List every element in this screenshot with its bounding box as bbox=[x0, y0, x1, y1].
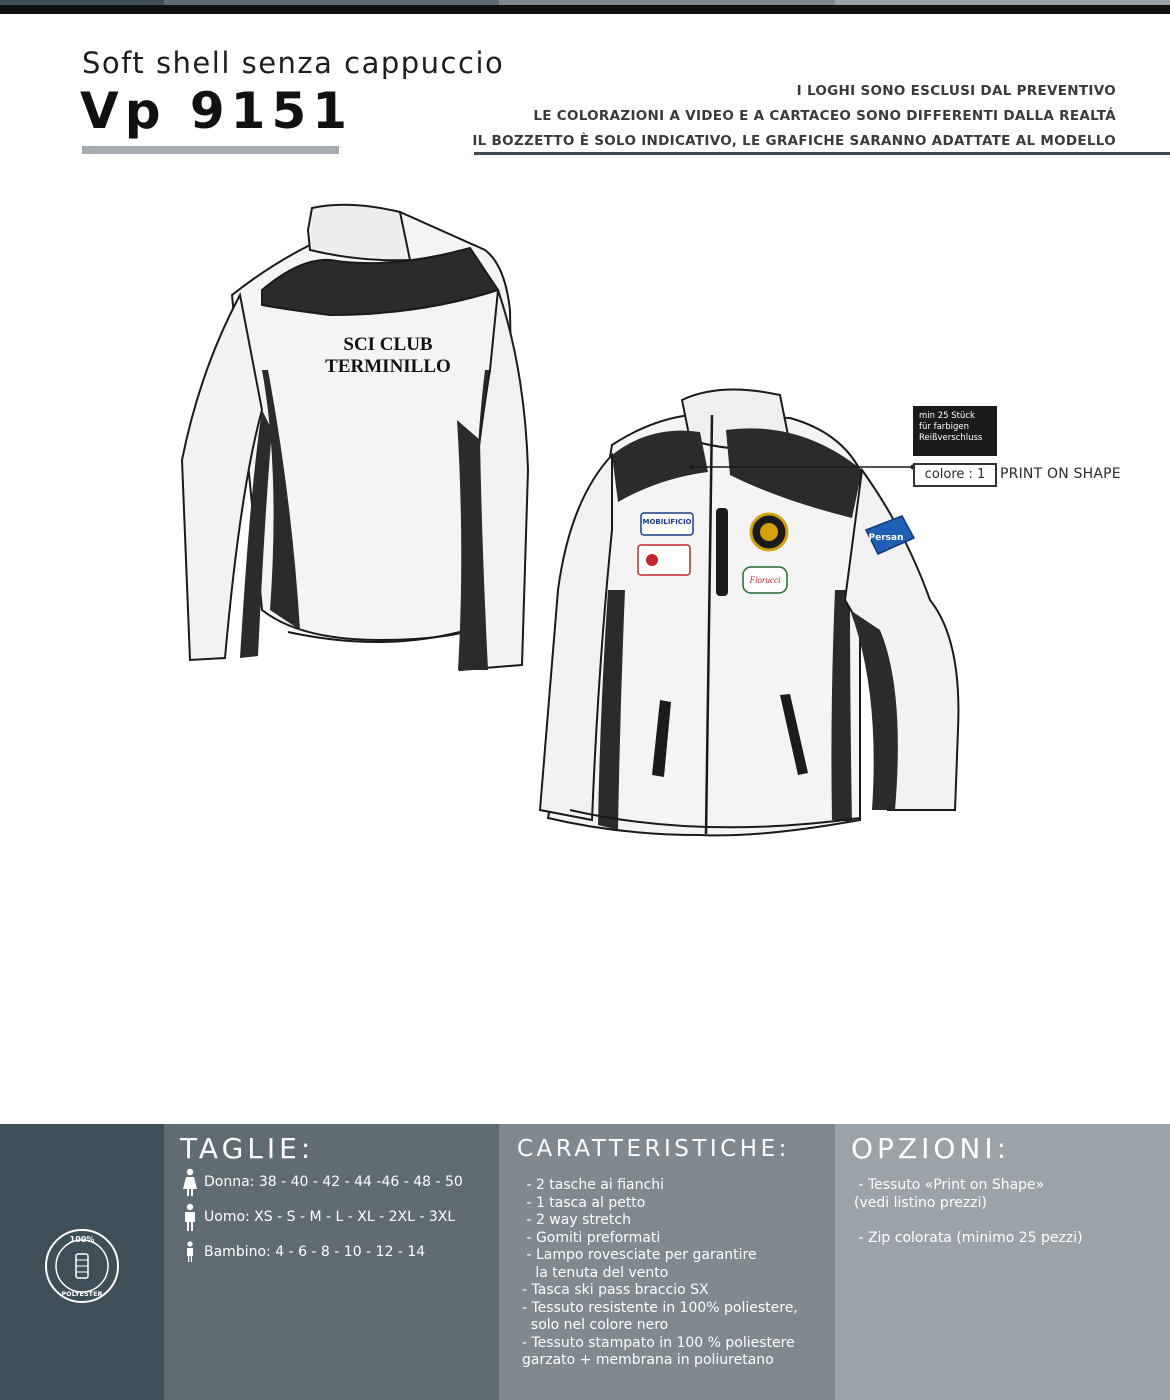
list-item: - Tessuto «Print on Shape» bbox=[854, 1177, 1045, 1193]
size-bambino-text: Bambino: 4 - 6 - 8 - 10 - 12 - 14 bbox=[204, 1244, 426, 1260]
size-uomo-text: Uomo: XS - S - M - L - XL - 2XL - 3XL bbox=[204, 1209, 456, 1225]
size-row-donna bbox=[180, 1167, 463, 1197]
list-item: la tenuta del vento bbox=[522, 1264, 669, 1281]
list-item: - 1 tasca al petto bbox=[522, 1194, 646, 1211]
disclaimer-sketch: IL BOZZETTO È SOLO INDICATIVO, LE GRAFICHE SARANNO ADATTATE AL MODELLO bbox=[472, 133, 1116, 149]
list-item: - 2 way stretch bbox=[522, 1212, 631, 1228]
logo-fiorucci: Fiorucci bbox=[749, 575, 781, 585]
polyester-badge-icon bbox=[44, 1228, 120, 1304]
disclaimer-logos: I LOGHI SONO ESCLUSI DAL PREVENTIVO bbox=[796, 83, 1116, 99]
size-row-uomo bbox=[180, 1202, 455, 1232]
material-column bbox=[0, 1124, 164, 1400]
zip-note-line1: min 25 Stück bbox=[919, 411, 975, 421]
disclaimers bbox=[472, 79, 1116, 154]
jacket-back-view bbox=[182, 205, 528, 670]
caratteristiche-list bbox=[522, 1177, 827, 1370]
colore-tag: colore : 1 bbox=[913, 463, 997, 487]
list-item: - 2 tasche ai fianchi bbox=[522, 1177, 664, 1193]
woman-icon bbox=[180, 1168, 200, 1196]
logo-persan: Persan bbox=[868, 533, 904, 543]
list-item: - Zip colorata (minimo 25 pezzi) bbox=[854, 1229, 1083, 1246]
list-item: (vedi listino prezzi) bbox=[854, 1194, 987, 1211]
list-item: solo nel colore nero bbox=[522, 1317, 669, 1333]
badge-percent: 100% bbox=[69, 1235, 95, 1244]
strip-seg-1 bbox=[0, 0, 164, 5]
logo-mobilificio: MOBILIFICIO bbox=[642, 518, 692, 526]
strip-seg-4 bbox=[835, 0, 1170, 5]
child-icon bbox=[180, 1238, 200, 1266]
spec-footer bbox=[0, 1124, 1170, 1400]
size-donna-text: Donna: 38 - 40 - 42 - 44 -46 - 48 - 50 bbox=[204, 1174, 463, 1190]
list-item: - Lampo rovesciate per garantire bbox=[522, 1247, 757, 1263]
list-item: - Tasca ski pass braccio SX bbox=[522, 1282, 709, 1298]
opzioni-title: OPZIONI: bbox=[851, 1132, 1011, 1165]
back-print-line1: SCI CLUB bbox=[343, 334, 433, 355]
jacket-sketch bbox=[0, 170, 1170, 870]
back-print-line2: TERMINILLO bbox=[325, 356, 451, 377]
list-item: - Gomiti preformati bbox=[522, 1229, 661, 1246]
strip-seg-2 bbox=[164, 0, 499, 5]
print-on-shape-label: PRINT ON SHAPE bbox=[1000, 466, 1121, 482]
product-code: Vp 9151 bbox=[80, 82, 354, 140]
man-icon bbox=[180, 1203, 200, 1231]
header-underline bbox=[82, 146, 339, 154]
size-row-bambino bbox=[180, 1237, 425, 1267]
disclaimer-rule bbox=[474, 152, 1170, 155]
badge-material: POLYESTER bbox=[61, 1290, 103, 1298]
taglie-title: TAGLIE: bbox=[180, 1132, 315, 1165]
list-item bbox=[854, 1212, 1154, 1230]
list-item: - Tessuto stampato in 100 % poliestere bbox=[522, 1334, 795, 1351]
opzioni-column bbox=[835, 1124, 1170, 1400]
strip-seg-3 bbox=[499, 0, 835, 5]
jacket-front-view bbox=[540, 390, 958, 836]
caratteristiche-title: CARATTERISTICHE: bbox=[517, 1136, 790, 1162]
zip-note-tag bbox=[913, 406, 997, 456]
top-strip bbox=[0, 0, 1170, 14]
product-subtitle: Soft shell senza cappuccio bbox=[82, 46, 505, 80]
zip-note-line3: Reißverschluss bbox=[919, 433, 983, 443]
disclaimer-colors: LE COLORAZIONI A VIDEO E A CARTACEO SONO DIFFERENTI DALLA REALTÁ bbox=[533, 108, 1116, 124]
caratteristiche-column bbox=[499, 1124, 835, 1400]
taglie-column bbox=[164, 1124, 499, 1400]
list-item: - Tessuto resistente in 100% poliestere, bbox=[522, 1299, 798, 1316]
zip-note-line2: für farbigen bbox=[919, 422, 970, 432]
opzioni-list bbox=[854, 1177, 1154, 1247]
list-item: garzato + membrana in poliuretano bbox=[522, 1352, 774, 1368]
